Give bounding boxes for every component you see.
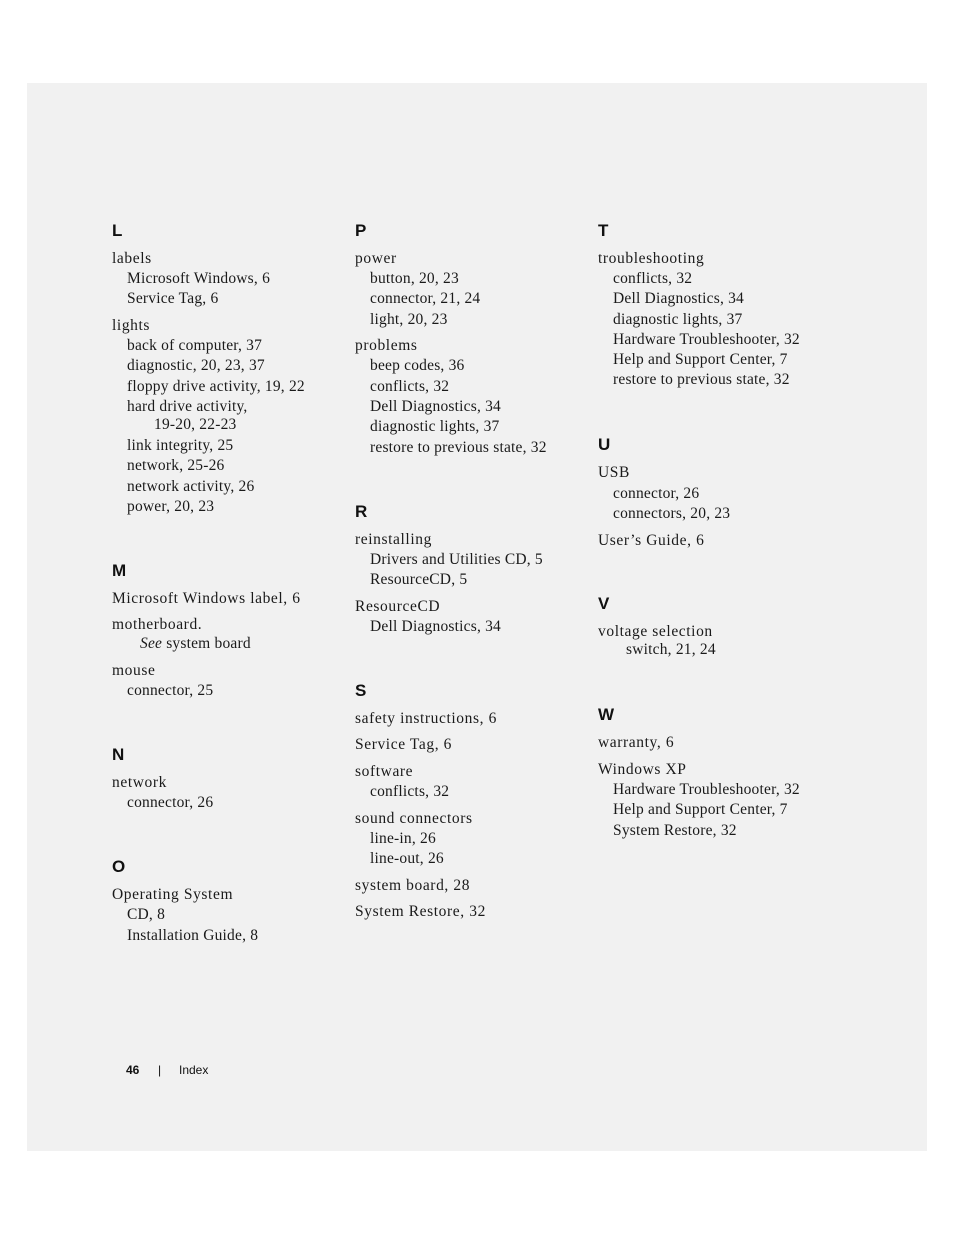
index-entry: Operating System [112,886,234,903]
index-entry: labels [112,250,152,267]
section-letter: M [112,561,127,580]
index-subentry: link integrity, 25 [127,437,234,454]
index-subentry: diagnostic lights, 37 [613,311,743,328]
index-subentry: network activity, 26 [127,478,255,495]
page-number: 46 [126,1063,140,1077]
index-entry: reinstalling [355,531,432,548]
index-subentry: line-out, 26 [370,850,444,867]
index-entry: lights [112,317,151,334]
index-subentry: line-in, 26 [370,830,436,847]
index-subentry: Microsoft Windows, 6 [127,270,271,287]
index-subentry: Hardware Troubleshooter, 32 [613,781,800,798]
index-subentry: connector, 26 [127,794,214,811]
section-letter: L [112,221,123,240]
see-label: See [140,635,163,652]
index-subentry: Hardware Troubleshooter, 32 [613,331,800,348]
index-subentry: restore to previous state, 32 [613,371,790,388]
index-entry: network [112,774,167,791]
index-subentry: CD, 8 [127,906,166,923]
index-entry: Microsoft Windows label, 6 [112,590,301,607]
section-letter: P [355,221,367,240]
index-subentry: light, 20, 23 [370,311,448,328]
section-letter: R [355,502,368,521]
index-subentry: connector, 26 [613,485,700,502]
index-subentry: connectors, 20, 23 [613,505,731,522]
index-subentry: conflicts, 32 [370,783,450,800]
index-entry: software [355,763,414,780]
index-subentry: hard drive activity, [127,398,248,415]
footer-separator: | [158,1063,162,1077]
index-subentry: ResourceCD, 5 [370,571,468,588]
index-subentry: floppy drive activity, 19, 22 [127,378,305,395]
index-entry: motherboard. [112,616,203,633]
index-subentry: connector, 21, 24 [370,290,481,307]
index-entry: Windows XP [598,761,687,778]
section-letter: S [355,681,367,700]
index-entry: User’s Guide, 6 [598,532,705,549]
index-entry: mouse [112,662,156,679]
index-entry: sound connectors [355,810,473,827]
index-subentry: button, 20, 23 [370,270,459,287]
section-letter: V [598,594,610,613]
index-subentry: power, 20, 23 [127,498,215,515]
index-entry: USB [598,464,630,481]
index-page [27,83,927,1151]
index-subentry: connector, 25 [127,682,214,699]
index-subentry: Installation Guide, 8 [127,927,259,944]
section-letter: O [112,857,126,876]
index-entry: safety instructions, 6 [355,710,497,727]
index-subentry: Dell Diagnostics, 34 [370,398,501,415]
index-entry: ResourceCD [355,598,441,615]
section-letter: W [598,705,615,724]
index-subentry: beep codes, 36 [370,357,465,374]
section-letter: U [598,435,611,454]
index-continuation: switch, 21, 24 [626,641,716,658]
index-subentry: network, 25-26 [127,457,225,474]
index-subentry: diagnostic lights, 37 [370,418,500,435]
index-entry: problems [355,337,418,354]
index-entry: troubleshooting [598,250,705,267]
index-subentry: Dell Diagnostics, 34 [613,290,744,307]
footer-title: Index [179,1063,209,1077]
index-subentry: conflicts, 32 [370,378,450,395]
section-letter: T [598,221,609,240]
index-subentry: diagnostic, 20, 23, 37 [127,357,265,374]
index-entry: System Restore, 32 [355,903,486,920]
index-subentry: Drivers and Utilities CD, 5 [370,551,543,568]
index-subentry: back of computer, 37 [127,337,263,354]
see-target: system board [166,635,251,652]
index-entry: power [355,250,397,267]
index-entry: voltage selection [598,623,713,640]
index-subentry: Help and Support Center, 7 [613,351,788,368]
index-subentry: restore to previous state, 32 [370,439,547,456]
index-subentry: conflicts, 32 [613,270,693,287]
index-entry: Service Tag, 6 [355,736,452,753]
index-subentry: Service Tag, 6 [127,290,219,307]
index-subentry: Help and Support Center, 7 [613,801,788,818]
section-letter: N [112,745,125,764]
index-entry: system board, 28 [355,877,471,894]
index-subentry: System Restore, 32 [613,822,737,839]
index-subentry: Dell Diagnostics, 34 [370,618,501,635]
index-entry: warranty, 6 [598,734,675,751]
index-continuation: 19-20, 22-23 [154,416,237,433]
index-see-reference [140,634,251,654]
